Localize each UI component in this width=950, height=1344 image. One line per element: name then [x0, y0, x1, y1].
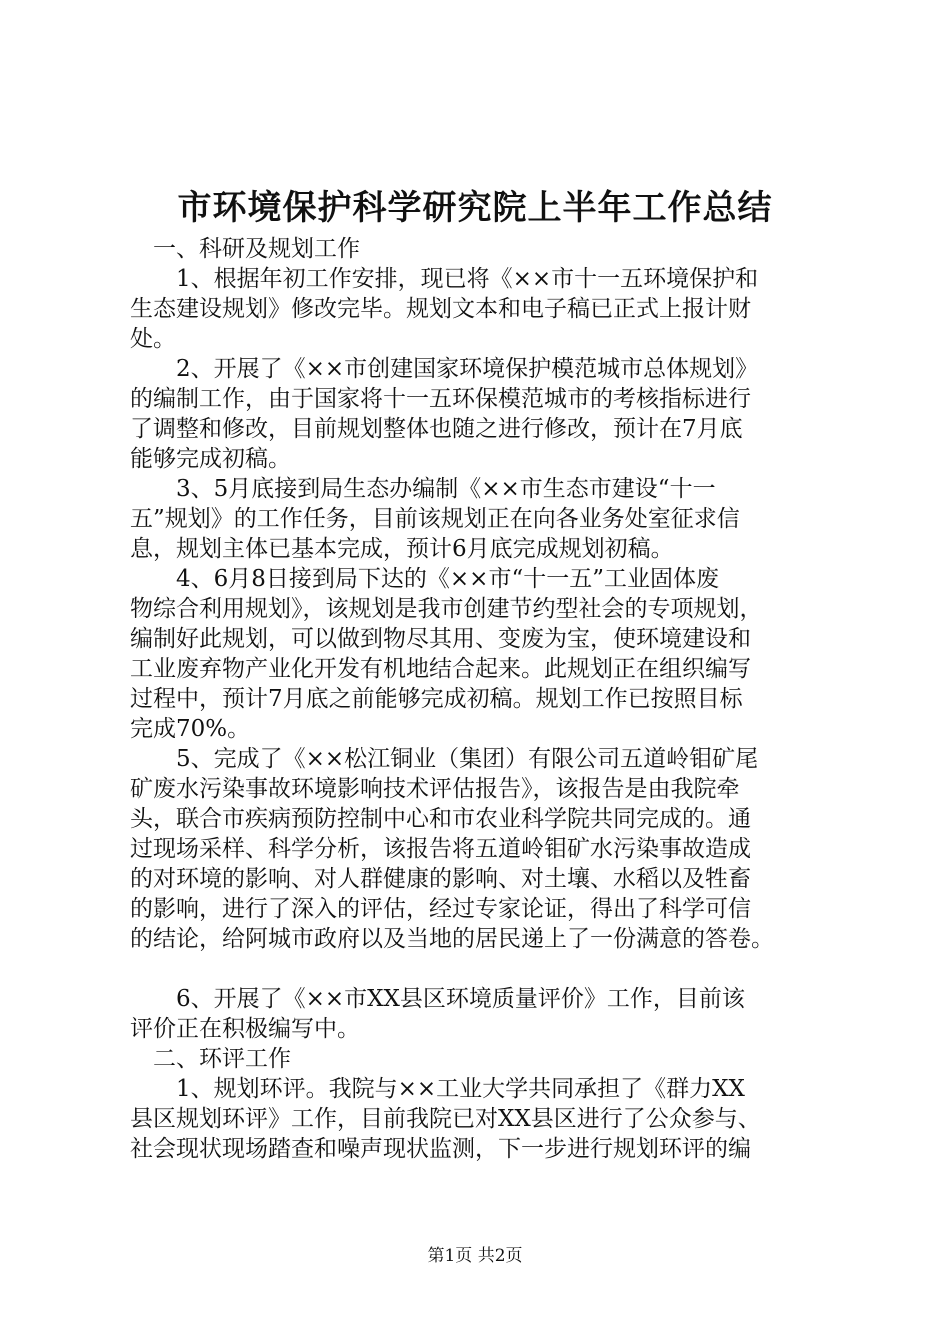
- body-line: 2、开展了《××市创建国家环境保护模范城市总体规划》: [130, 356, 759, 382]
- body-line: 1、根据年初工作安排，现已将《××市十一五环境保护和: [130, 266, 759, 292]
- section-heading: 二、环评工作: [130, 1046, 291, 1072]
- body-line: 的编制工作，由于国家将十一五环保模范城市的考核指标进行: [130, 386, 751, 412]
- body-line: 编制好此规划，可以做到物尽其用、变废为宝，使环境建设和: [130, 626, 751, 652]
- body-line: 生态建设规划》修改完毕。规划文本和电子稿已正式上报计财: [130, 296, 751, 322]
- body-line: 头，联合市疾病预防控制中心和市农业科学院共同完成的。通: [130, 806, 751, 832]
- body-line: 的结论，给阿城市政府以及当地的居民递上了一份满意的答卷。: [130, 926, 774, 952]
- page-number-footer: 第1页 共2页: [427, 1246, 523, 1266]
- body-line: 矿废水污染事故环境影响技术评估报告》，该报告是由我院牵: [130, 776, 740, 802]
- body-line: 4、6月8日接到局下达的《××市“十一五”工业固体废: [130, 566, 719, 592]
- blank-line: [130, 954, 850, 984]
- body-line: 物综合利用规划》，该规划是我市创建节约型社会的专项规划，: [130, 596, 763, 622]
- body-line: 县区规划环评》工作，目前我院已对XX县区进行了公众参与、: [130, 1106, 761, 1132]
- body-line: 社会现状现场踏查和噪声现状监测，下一步进行规划环评的编: [130, 1136, 751, 1162]
- body-line: 息，规划主体已基本完成，预计6月底完成规划初稿。: [130, 536, 674, 562]
- document-body: [130, 234, 850, 1164]
- body-line: 评价正在积极编写中。: [130, 1016, 360, 1042]
- body-line: 1、规划环评。我院与××工业大学共同承担了《群力XX: [130, 1076, 745, 1102]
- body-line: 6、开展了《××市XX县区环境质量评价》工作，目前该: [130, 986, 745, 1012]
- body-line: 完成70%。: [130, 716, 251, 742]
- body-line: 能够完成初稿。: [130, 446, 291, 472]
- body-line: 五”规划》的工作任务，目前该规划正在向各业务处室征求信: [130, 506, 740, 532]
- body-line: 工业废弃物产业化开发有机地结合起来。此规划正在组织编写: [130, 656, 751, 682]
- body-line: 过程中，预计7月底之前能够完成初稿。规划工作已按照目标: [130, 686, 743, 712]
- body-line: 5、完成了《××松江铜业（集团）有限公司五道岭钼矿尾: [130, 746, 759, 772]
- document-title: 市环境保护科学研究院上半年工作总结: [177, 188, 773, 228]
- body-line: 过现场采样、科学分析，该报告将五道岭钼矿水污染事故造成: [130, 836, 751, 862]
- body-line: 的对环境的影响、对人群健康的影响、对土壤、水稻以及牲畜: [130, 866, 751, 892]
- body-line: 了调整和修改，目前规划整体也随之进行修改，预计在7月底: [130, 416, 743, 442]
- body-line: 处。: [130, 326, 176, 352]
- body-line: 的影响，进行了深入的评估，经过专家论证，得出了科学可信: [130, 896, 751, 922]
- body-line: 3、5月底接到局生态办编制《××市生态市建设“十一: [130, 476, 716, 502]
- section-heading: 一、科研及规划工作: [130, 236, 360, 262]
